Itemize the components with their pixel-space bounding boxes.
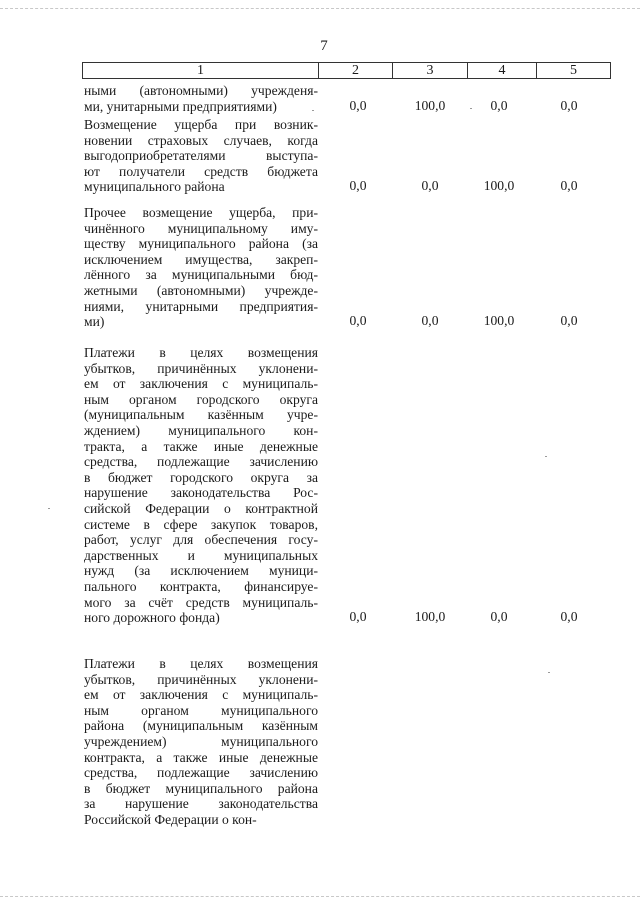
description-line: сийской Федерации о контрактной: [84, 500, 318, 516]
value-cell-col-3: 0,0: [421, 178, 439, 194]
description-line: района (муниципальным казённым: [84, 718, 318, 734]
description-line: ным органом городского округа: [84, 391, 318, 407]
description-line: жетными (автономными) учрежде-: [84, 282, 318, 298]
value-cell-col-3: 100,0: [414, 609, 446, 625]
description-line: ем от заключения с муниципаль-: [84, 687, 318, 703]
description-line: выгодоприобретателями выступа-: [84, 148, 318, 164]
description-line: ными (автономными) учрежденя-: [84, 83, 318, 98]
description-line: тракта, а также иные денежные: [84, 438, 318, 454]
header-cell-4: 4: [467, 62, 537, 79]
table-header-row: [82, 62, 611, 81]
description-line: ным органом муниципального: [84, 702, 318, 718]
scan-speck: [545, 456, 547, 457]
description-line: Платежи в целях возмещения: [84, 656, 318, 671]
description-line: ем от заключения с муниципаль-: [84, 376, 318, 392]
value-cell-col-2: 0,0: [349, 609, 367, 625]
header-cell-1: 1: [82, 62, 319, 79]
description-line: за нарушение законодательства: [84, 796, 318, 812]
description-line: (муниципальным казённым учре-: [84, 407, 318, 423]
row-description: [84, 83, 318, 114]
description-line: Прочее возмещение ущерба, при-: [84, 205, 318, 220]
value-cell-col-5: 0,0: [560, 609, 578, 625]
description-line: ниями, унитарными предприятия-: [84, 298, 318, 314]
description-line: новении страховых случаев, когда: [84, 132, 318, 148]
scan-speck: [470, 108, 472, 109]
row-description: [84, 205, 318, 330]
value-cell-col-4: 0,0: [490, 97, 508, 113]
description-line: ют получатели средств бюджета: [84, 163, 318, 179]
description-line: ми): [84, 314, 105, 330]
description-line: ждением) муниципального кон-: [84, 422, 318, 438]
header-cell-3: 3: [392, 62, 468, 79]
value-cell-col-5: 0,0: [560, 97, 578, 113]
description-line: пального контракта, финансируе-: [84, 578, 318, 594]
row-description: [84, 117, 318, 195]
value-cell-col-3: 100,0: [414, 97, 446, 113]
description-line: муниципального района: [84, 179, 225, 195]
scan-speck: [548, 672, 550, 673]
description-line: средства, подлежащие зачислению: [84, 454, 318, 470]
description-line: мого за счёт средств муниципаль-: [84, 594, 318, 610]
page-number: 7: [320, 38, 328, 54]
description-line: контракта, а также иные денежные: [84, 749, 318, 765]
row-description: [84, 345, 318, 626]
description-line: в бюджет городского округа за: [84, 469, 318, 485]
description-line: средства, подлежащие зачислению: [84, 765, 318, 781]
value-cell-col-4: 0,0: [490, 609, 508, 625]
description-line: работ, услуг для обеспечения госу-: [84, 532, 318, 548]
description-line: ми, унитарными предприятиями): [84, 98, 277, 114]
scan-speck: [312, 110, 314, 111]
description-line: лённого за муниципальными бюд-: [84, 267, 318, 283]
scan-speck: [48, 508, 50, 509]
value-cell-col-2: 0,0: [349, 97, 367, 113]
description-line: убытков, причинённых уклонени-: [84, 671, 318, 687]
description-line: ного дорожного фонда): [84, 610, 220, 626]
header-cell-2: 2: [318, 62, 393, 79]
row-description: [84, 656, 318, 828]
description-line: Российской Федерации о кон-: [84, 811, 257, 827]
header-cell-5: 5: [536, 62, 611, 79]
description-line: Платежи в целях возмещения: [84, 345, 318, 360]
value-cell-col-5: 0,0: [560, 313, 578, 329]
description-line: в бюджет муниципального района: [84, 780, 318, 796]
description-line: нужд (за исключением муници-: [84, 563, 318, 579]
description-line: учреждением) муниципального: [84, 733, 318, 749]
scan-edge-top: [0, 8, 640, 10]
description-line: Возмещение ущерба при возник-: [84, 117, 318, 132]
description-line: системе в сфере закупок товаров,: [84, 516, 318, 532]
scan-edge-bottom: [0, 896, 640, 898]
description-line: исключением имущества, закреп-: [84, 251, 318, 267]
value-cell-col-2: 0,0: [349, 313, 367, 329]
description-line: чинённого муниципальному иму-: [84, 220, 318, 236]
value-cell-col-5: 0,0: [560, 178, 578, 194]
description-line: ществу муниципального района (за: [84, 236, 318, 252]
value-cell-col-4: 100,0: [483, 313, 515, 329]
value-cell-col-3: 0,0: [421, 313, 439, 329]
value-cell-col-4: 100,0: [483, 178, 515, 194]
description-line: дарственных и муниципальных: [84, 547, 318, 563]
description-line: убытков, причинённых уклонени-: [84, 360, 318, 376]
value-cell-col-2: 0,0: [349, 178, 367, 194]
description-line: нарушение законодательства Рос-: [84, 485, 318, 501]
